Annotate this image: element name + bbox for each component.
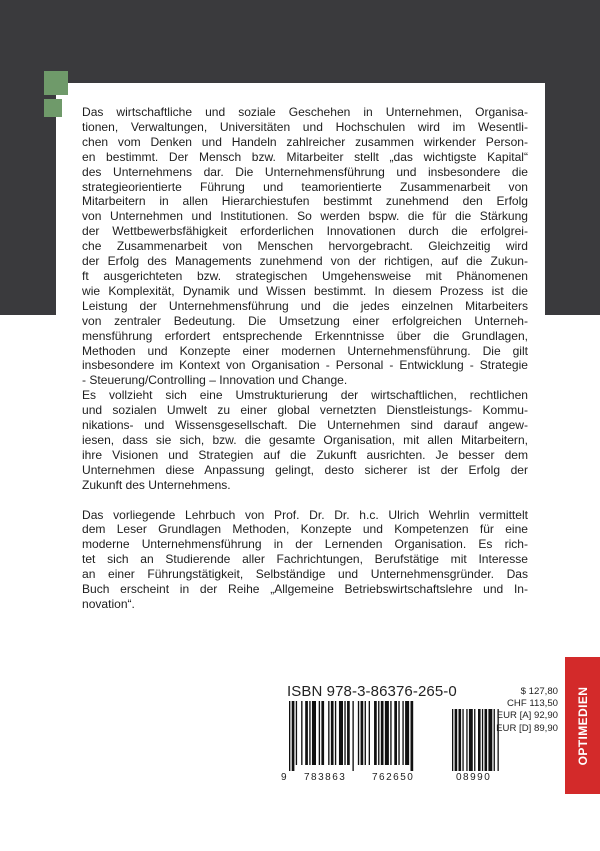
barcode-bar (374, 701, 377, 765)
barcode-bar (305, 701, 308, 765)
price-usd: $ 127,80 (520, 686, 558, 697)
barcode-bar (309, 701, 310, 765)
blurb-paragraph-3 (82, 508, 528, 612)
blurb-line: Buch erscheint in der Reihe „Allgemeine Betriebswirtschaftslehre und In- (82, 582, 528, 597)
blurb-line: Methoden und Konzepte einer modernen Unternehmensführung. Die gilt (82, 343, 528, 358)
barcode-addon-bar (482, 709, 483, 771)
barcode-bar (390, 701, 391, 765)
barcode-bar (365, 701, 366, 765)
barcode-bar (347, 701, 350, 765)
barcode-bar (381, 701, 384, 765)
barcode-bar (358, 701, 359, 765)
barcode-addon-bar (459, 709, 462, 771)
blurb-line: dem Leser Grundlagen Methoden, Konzepte und Kompetenzen für eine (82, 522, 528, 537)
blurb-line: mensführung erfordert entsprechende Erkenntnisse über die Grundlagen, (82, 328, 528, 343)
blurb-line: en bestimmt. Der Mensch bzw. Mitarbeiter stellt „das wichtigste Kapital“ (82, 149, 528, 164)
blurb-line: Das wirtschaftliche und soziale Geschehen in Unternehmen, Organisa- (82, 105, 528, 119)
blurb-line: an einer Führungstätigkeit, Selbständige und Unternehmensgründer. Das (82, 567, 528, 582)
barcode-addon-bar (485, 709, 488, 771)
blurb-line: ihre Visionen und Strategien auf die Zukunft ausrichten. Je besser dem (82, 447, 528, 462)
blurb-line: und sozialen Umwelt zu einer global vernetzten Dienstleistungs- Kommu- (82, 403, 528, 418)
barcode-bar (398, 701, 399, 765)
barcode-bar (301, 701, 302, 765)
blurb-line: novation“. (82, 597, 135, 611)
barcode-bar (292, 701, 295, 771)
barcode-bar (352, 701, 353, 771)
blurb-line: Mitarbeitern in allen Hierarchiestufen bestimmt zunehmend den Erfolg (82, 194, 528, 209)
barcode-digits-left: 783863 (304, 772, 347, 783)
blurb-line: Leistung der Unternehmensführung und die jedes einzelnen Mitarbeiters (82, 298, 528, 313)
blurb-line: von zentraler Bedeutung. Die Umsetzung einer erfolgreichen Unterneh- (82, 313, 528, 328)
blurb-line: Zukunft des Unternehmens. (82, 477, 231, 492)
barcode-bar (411, 701, 414, 771)
publisher-tab (565, 657, 600, 794)
price-eur-a: EUR [A] 92,90 (496, 710, 558, 722)
blurb-line: moderne Unternehmensführung in der Lernenden Organisation. Es rich- (82, 537, 528, 552)
price-list (492, 686, 558, 735)
barcode-bar (405, 701, 409, 765)
blurb-line: von Unternehmen und Institutionen. So werden bspw. die für die Stärkung (82, 209, 528, 224)
blurb-line: der Erfolg des Managements zunehmend von der richtigen, auf die Zukun- (82, 254, 528, 269)
blurb-line: Das vorliegende Lehrbuch von Prof. Dr. Dr. h.c. Ulrich Wehrlin vermittelt (82, 507, 528, 522)
barcode-bar (378, 701, 379, 765)
barcode-bar (296, 701, 297, 765)
barcode-bar (328, 701, 329, 765)
barcode-bar (394, 701, 397, 765)
barcode-addon-bar (469, 709, 473, 771)
barcode-bar (289, 701, 290, 771)
barcode-addon-bar (478, 709, 481, 771)
blurb-line: che Zusammenarbeit von Menschen hervorgebracht. Gleichzeitig wird (82, 239, 528, 254)
publisher-name: OPTIMEDIEN (575, 686, 590, 765)
barcode-digit-first: 9 (281, 772, 289, 783)
back-cover-blurb (82, 105, 528, 612)
barcode-bar (344, 701, 345, 765)
blurb-line: der Wettbewerbsfähigkeit erforderlichen Innovationen durch die erfolgrei- (82, 224, 528, 239)
blurb-line: wie Komplexität, Dynamik und Wissen bestimmt. In diesem Prozess ist die (82, 283, 528, 298)
blurb-paragraph-1 (82, 105, 528, 388)
barcode-addon-bar (462, 709, 463, 771)
barcode-bar (335, 701, 336, 765)
blurb-line: nikations- und Wissensgesellschaft. Die Unternehmen sind darauf angew- (82, 418, 528, 433)
barcode-addon-bar (466, 709, 467, 771)
blurb-line: tet sich an Studierende aller Fachrichtungen, Berufstätige mit Interesse (82, 552, 528, 567)
barcode-bar (369, 701, 370, 765)
barcode-bar (319, 701, 320, 765)
blurb-line: Es vollzieht sich eine Umstrukturierung der wirtschaftlichen, rechtlichen (82, 388, 528, 403)
barcode-bar (321, 701, 324, 765)
barcode-bar (402, 701, 403, 765)
blurb-line: des Unternehmens dar. Die Unternehmensführung und insbesondere die (82, 164, 528, 179)
barcode-bar (385, 701, 389, 765)
barcode-bar (312, 701, 316, 765)
barcode-bar (331, 701, 334, 765)
blurb-line: tionen, Verwaltungen, Universitäten und Hochschulen wird im Wesentli- (82, 119, 528, 134)
accent-square-large (44, 71, 68, 95)
accent-square-small (44, 99, 62, 117)
blurb-line: iesen, dass sie sich, bzw. die gesamte Organisation, mit allen Mitarbeitern, (82, 432, 528, 447)
blurb-line: ft ausgerichteten bzw. strategischen Umgehensweise mit Phänomenen (82, 268, 528, 283)
blurb-line: strategieorientierte Führung und teamorientierte Zusammenarbeit von (82, 179, 528, 194)
barcode-digits-right: 762650 (372, 772, 415, 783)
barcode (289, 701, 500, 771)
blurb-line: chen vom Denken und Handeln zahlreicher zusammen wirkender Person- (82, 134, 528, 149)
barcode-addon-bar (452, 709, 453, 771)
barcode-digits-addon: 08990 (456, 772, 492, 783)
barcode-bar (339, 701, 343, 765)
isbn-number: ISBN 978-3-86376-265-0 (287, 683, 457, 700)
blurb-line: insbesondere im Kontext von Organisation - Personal - Entwicklung - Strategie (82, 358, 528, 373)
price-chf: CHF 113,50 (506, 698, 558, 710)
blurb-line: Unternehmen diese Anpassung gelingt, desto sicherer ist der Erfolg der (82, 462, 528, 477)
barcode-bar (361, 701, 364, 765)
blurb-paragraph-2 (82, 388, 528, 492)
price-eur-d: EUR [D] 89,90 (496, 722, 558, 734)
barcode-addon-bar (474, 709, 475, 771)
barcode-addon-bar (455, 709, 458, 771)
blurb-line: - Steuerung/Controlling – Innovation und Change. (82, 373, 348, 388)
